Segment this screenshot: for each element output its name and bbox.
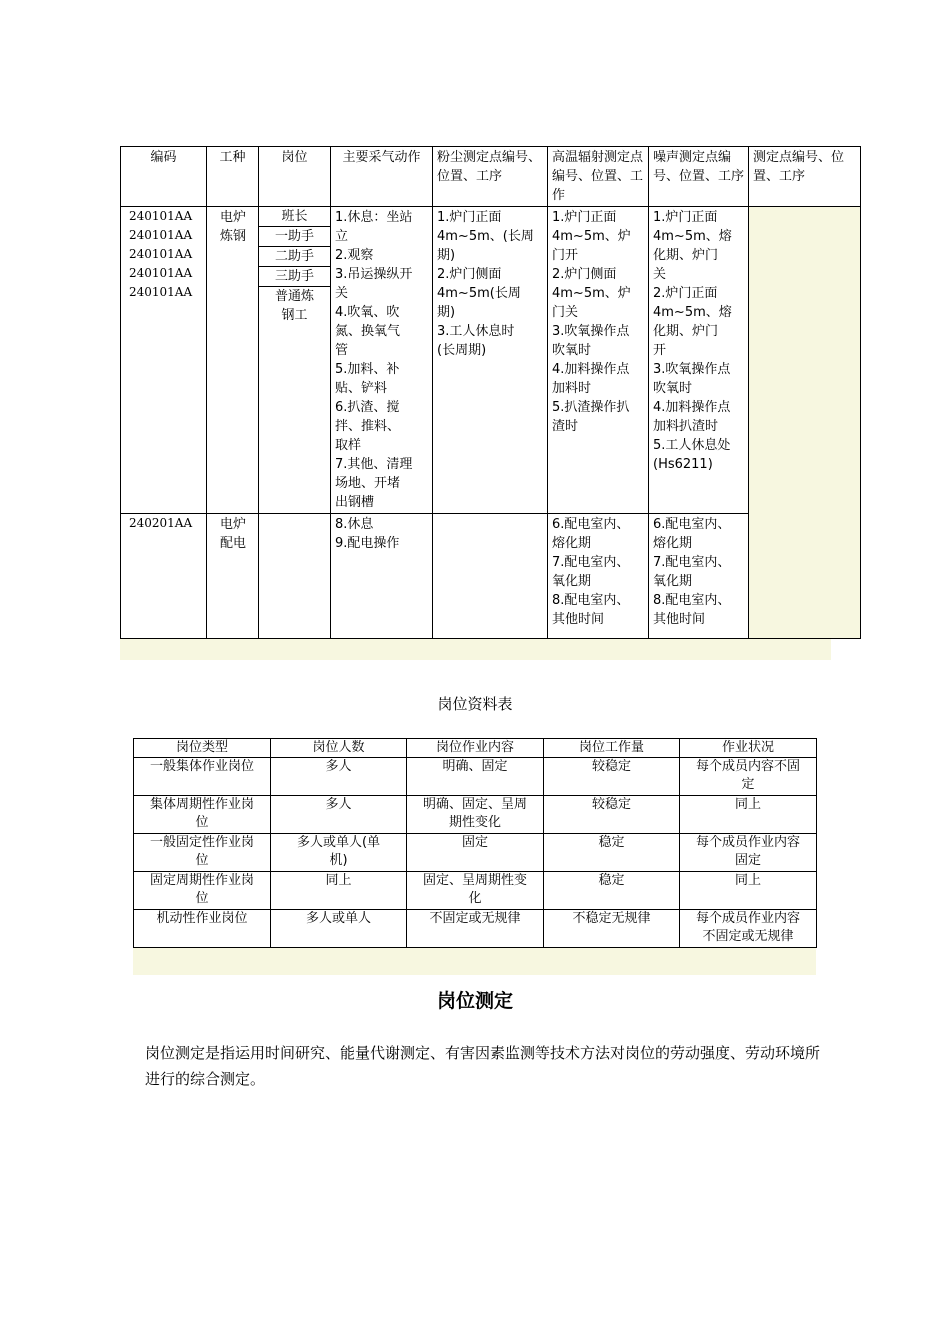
position-cell: 普通炼钢工 bbox=[274, 289, 314, 323]
table-cell bbox=[271, 796, 407, 834]
cell-line: 多人 bbox=[325, 759, 352, 774]
header-workload: 岗位工作量 bbox=[544, 739, 680, 758]
cell-line: 固定 bbox=[461, 835, 488, 850]
cell-line: 位 bbox=[195, 891, 209, 906]
table-cell bbox=[134, 910, 271, 948]
cell-line: 明确、固定、呈周 bbox=[422, 797, 527, 812]
cell-line: 加料扒渣时 bbox=[653, 419, 719, 434]
cell-line: 贴、铲料 bbox=[335, 381, 388, 396]
cell-line: 1.炉门正面 bbox=[437, 210, 502, 225]
cell-line: 化期、炉门 bbox=[653, 324, 719, 339]
cell-line: 2.观察 bbox=[335, 248, 374, 263]
cell-line: 稳定 bbox=[598, 835, 625, 850]
cell-line: 3.吹氧操作点 bbox=[653, 362, 731, 377]
cell-line: 固定 bbox=[734, 853, 761, 868]
code-cell: 240101AA bbox=[129, 228, 193, 242]
cell-line: 固定周期性作业岗 bbox=[149, 873, 254, 888]
cell-line: 化期、炉门 bbox=[653, 248, 719, 263]
cell-line: 8.配电室内、 bbox=[552, 593, 630, 608]
table-row bbox=[134, 834, 817, 872]
group1-positions bbox=[259, 207, 331, 514]
cell-line: 集体周期性作业岗 bbox=[149, 797, 254, 812]
cell-line: 场地、开堵 bbox=[335, 476, 401, 491]
cell-line: 关 bbox=[653, 267, 667, 282]
group2-heat bbox=[548, 514, 649, 639]
code-cell: 240101AA bbox=[129, 247, 193, 261]
cell-line: 5.扒渣操作扒 bbox=[552, 400, 630, 415]
cell-line: 渣时 bbox=[552, 419, 579, 434]
cell-line: 一般集体作业岗位 bbox=[149, 759, 254, 774]
header-dust-points: 粉尘测定点编号、位置、工序 bbox=[433, 147, 548, 207]
cell-line: 2.炉门侧面 bbox=[437, 267, 502, 282]
cell-line: 门开 bbox=[552, 248, 579, 263]
cell-line: 其他时间 bbox=[552, 612, 605, 627]
table-row bbox=[134, 796, 817, 834]
table-cell bbox=[407, 910, 544, 948]
cell-line: 氧化期 bbox=[552, 574, 592, 589]
table-cell bbox=[680, 910, 817, 948]
cell-line: 吹氧时 bbox=[552, 343, 592, 358]
cell-line: 每个成员内容不固 bbox=[695, 759, 800, 774]
table-cell bbox=[544, 910, 680, 948]
cell-line: 5.工人休息处 bbox=[653, 438, 731, 453]
cell-line: 6.扒渣、搅 bbox=[335, 400, 400, 415]
position-cell: 三助手 bbox=[259, 267, 330, 287]
cell-line: 同上 bbox=[734, 797, 761, 812]
cell-line: 不稳定无规律 bbox=[572, 911, 651, 926]
post-type-table-wrapper bbox=[133, 738, 816, 975]
cell-line: 1.休息：坐站 bbox=[335, 210, 413, 225]
header-post-type: 岗位类型 bbox=[134, 739, 271, 758]
cell-line: 每个成员作业内容 bbox=[695, 835, 800, 850]
cell-line: 期性变化 bbox=[448, 815, 501, 830]
cell-line: 7.配电室内、 bbox=[653, 555, 731, 570]
cell-line: 开 bbox=[653, 343, 667, 358]
cell-line: 4.吹氧、吹 bbox=[335, 305, 400, 320]
trade-text: 电炉配电 bbox=[219, 517, 246, 551]
cell-line: 3.吹氧操作点 bbox=[552, 324, 630, 339]
post-type-table bbox=[133, 738, 817, 948]
group1-trade bbox=[207, 207, 259, 514]
cell-line: 3.吊运操纵开 bbox=[335, 267, 413, 282]
cell-line: 期) bbox=[437, 248, 456, 263]
section-title: 岗位测定 bbox=[436, 990, 513, 1012]
table-cell bbox=[407, 834, 544, 872]
cell-line: 6.配电室内、 bbox=[653, 517, 731, 532]
cell-line: 8.休息 bbox=[335, 517, 374, 532]
table-cell bbox=[544, 796, 680, 834]
post-measurement-table bbox=[120, 146, 861, 639]
cell-line: 4m~5m、熔 bbox=[653, 229, 732, 244]
cell-line: 管 bbox=[335, 343, 349, 358]
table-cell bbox=[134, 872, 271, 910]
group2-code: 240201AA bbox=[121, 514, 207, 639]
position-cell: 一助手 bbox=[259, 227, 330, 247]
position-cell: 班长 bbox=[259, 207, 330, 227]
cell-line: 氧化期 bbox=[653, 574, 693, 589]
header-noise-points: 噪声测定点编号、位置、工序 bbox=[649, 147, 749, 207]
table-cell bbox=[134, 834, 271, 872]
cell-line: 一般固定性作业岗 bbox=[149, 835, 254, 850]
group1-noise bbox=[649, 207, 749, 514]
table-cell bbox=[407, 796, 544, 834]
table-row bbox=[134, 910, 817, 948]
cell-line: 熔化期 bbox=[552, 536, 592, 551]
table-cell bbox=[134, 796, 271, 834]
table-row bbox=[134, 758, 817, 796]
group2-noise bbox=[649, 514, 749, 639]
cell-line: 氮、换氧气 bbox=[335, 324, 401, 339]
cell-line: 1.炉门正面 bbox=[552, 210, 617, 225]
cell-line: 9.配电操作 bbox=[335, 536, 400, 551]
position-cell: 二助手 bbox=[259, 247, 330, 267]
cell-line: 7.其他、清理 bbox=[335, 457, 413, 472]
cell-line: 同上 bbox=[734, 873, 761, 888]
cell-line: 4m~5m、熔 bbox=[653, 305, 732, 320]
code-cell: 240101AA bbox=[129, 209, 193, 223]
cell-line: 4.加料操作点 bbox=[552, 362, 630, 377]
group1-dust bbox=[433, 207, 548, 514]
header-code: 编码 bbox=[121, 147, 207, 207]
table-cell bbox=[407, 758, 544, 796]
group1-heat bbox=[548, 207, 649, 514]
cell-line: 位 bbox=[195, 815, 209, 830]
cell-line: 定 bbox=[741, 777, 755, 792]
cell-line: 多人或单人 bbox=[305, 911, 371, 926]
group1-other bbox=[749, 207, 861, 639]
cell-line: 4m~5m、炉 bbox=[552, 229, 631, 244]
cell-line: 出钢槽 bbox=[335, 495, 375, 510]
cell-line: 关 bbox=[335, 286, 349, 301]
cell-line: 4m~5m、(长周 bbox=[437, 229, 534, 244]
cell-line: 1.炉门正面 bbox=[653, 210, 718, 225]
cell-line: 较稳定 bbox=[591, 797, 631, 812]
group2-actions bbox=[331, 514, 433, 639]
cell-line: 吹氧时 bbox=[653, 381, 693, 396]
table-cell bbox=[680, 758, 817, 796]
group1-actions bbox=[331, 207, 433, 514]
table-cell bbox=[271, 834, 407, 872]
header-other-points: 测定点编号、位置、工序 bbox=[749, 147, 861, 207]
cell-line: 2.炉门侧面 bbox=[552, 267, 617, 282]
section-paragraph: 岗位测定是指运用时间研究、能量代谢测定、有害因素监测等技术方法对岗位的劳动强度、劳动环境所进行的综合测定。 bbox=[145, 1044, 821, 1088]
code-cell: 240101AA bbox=[129, 266, 193, 280]
cell-line: 机) bbox=[329, 853, 348, 868]
header-heat-points: 高温辐射测定点编号、位置、工作 bbox=[548, 147, 649, 207]
cell-line: 8.配电室内、 bbox=[653, 593, 731, 608]
cell-line: 每个成员作业内容 bbox=[695, 911, 800, 926]
cell-line: 3.工人休息时 bbox=[437, 324, 515, 339]
cell-line: 多人或单人(单 bbox=[296, 835, 381, 850]
cell-line: 2.炉门正面 bbox=[653, 286, 718, 301]
cell-line: 6.配电室内、 bbox=[552, 517, 630, 532]
cell-line: (Hs6211) bbox=[653, 457, 713, 472]
table-cell bbox=[680, 796, 817, 834]
header-work-content: 岗位作业内容 bbox=[407, 739, 544, 758]
trade-text: 电炉炼钢 bbox=[219, 210, 246, 244]
cell-line: 不固定或无规律 bbox=[702, 929, 794, 944]
header-work-status: 作业状况 bbox=[680, 739, 817, 758]
cell-line: 门关 bbox=[552, 305, 579, 320]
cell-line: 同上 bbox=[325, 873, 352, 888]
table-cell bbox=[134, 758, 271, 796]
cell-line: 4m~5m(长周 bbox=[437, 286, 521, 301]
group2-trade bbox=[207, 514, 259, 639]
table-cell bbox=[271, 872, 407, 910]
table-cell bbox=[680, 872, 817, 910]
group2-position bbox=[259, 514, 331, 639]
cell-line: 期) bbox=[437, 305, 456, 320]
cell-line: 明确、固定 bbox=[442, 759, 508, 774]
table-caption: 岗位资料表 bbox=[437, 695, 513, 713]
cell-line: 多人 bbox=[325, 797, 352, 812]
table-cell bbox=[544, 872, 680, 910]
header-trade: 工种 bbox=[207, 147, 259, 207]
cell-line: 拌、推料、 bbox=[335, 419, 401, 434]
cell-line: 不固定或无规律 bbox=[429, 911, 521, 926]
cell-line: 4.加料操作点 bbox=[653, 400, 731, 415]
cell-line: 取样 bbox=[335, 438, 362, 453]
cell-line: 稳定 bbox=[598, 873, 625, 888]
table-cell bbox=[271, 758, 407, 796]
cell-line: 4m~5m、炉 bbox=[552, 286, 631, 301]
table-cell bbox=[407, 872, 544, 910]
post-data-table-wrapper bbox=[120, 146, 845, 660]
header-position: 岗位 bbox=[259, 147, 331, 207]
cell-line: 熔化期 bbox=[653, 536, 693, 551]
cell-line: 立 bbox=[335, 229, 349, 244]
header-headcount: 岗位人数 bbox=[271, 739, 407, 758]
cell-line: 较稳定 bbox=[591, 759, 631, 774]
table-cell bbox=[544, 834, 680, 872]
cell-line: 位 bbox=[195, 853, 209, 868]
cell-line: 固定、呈周期性变 bbox=[422, 873, 527, 888]
table-cell bbox=[544, 758, 680, 796]
table-cell bbox=[271, 910, 407, 948]
cell-line: 化 bbox=[468, 891, 482, 906]
header-main-action: 主要采气动作 bbox=[331, 147, 433, 207]
group2-dust bbox=[433, 514, 548, 639]
cell-line: 其他时间 bbox=[653, 612, 706, 627]
cell-line: 机动性作业岗位 bbox=[156, 911, 248, 926]
code-cell: 240101AA bbox=[129, 285, 193, 299]
table-cell bbox=[680, 834, 817, 872]
group1-codes bbox=[121, 207, 207, 514]
cell-line: 5.加料、补 bbox=[335, 362, 400, 377]
cell-line: 加料时 bbox=[552, 381, 592, 396]
cell-line: (长周期) bbox=[437, 343, 487, 358]
cell-line: 7.配电室内、 bbox=[552, 555, 630, 570]
table-row bbox=[134, 872, 817, 910]
